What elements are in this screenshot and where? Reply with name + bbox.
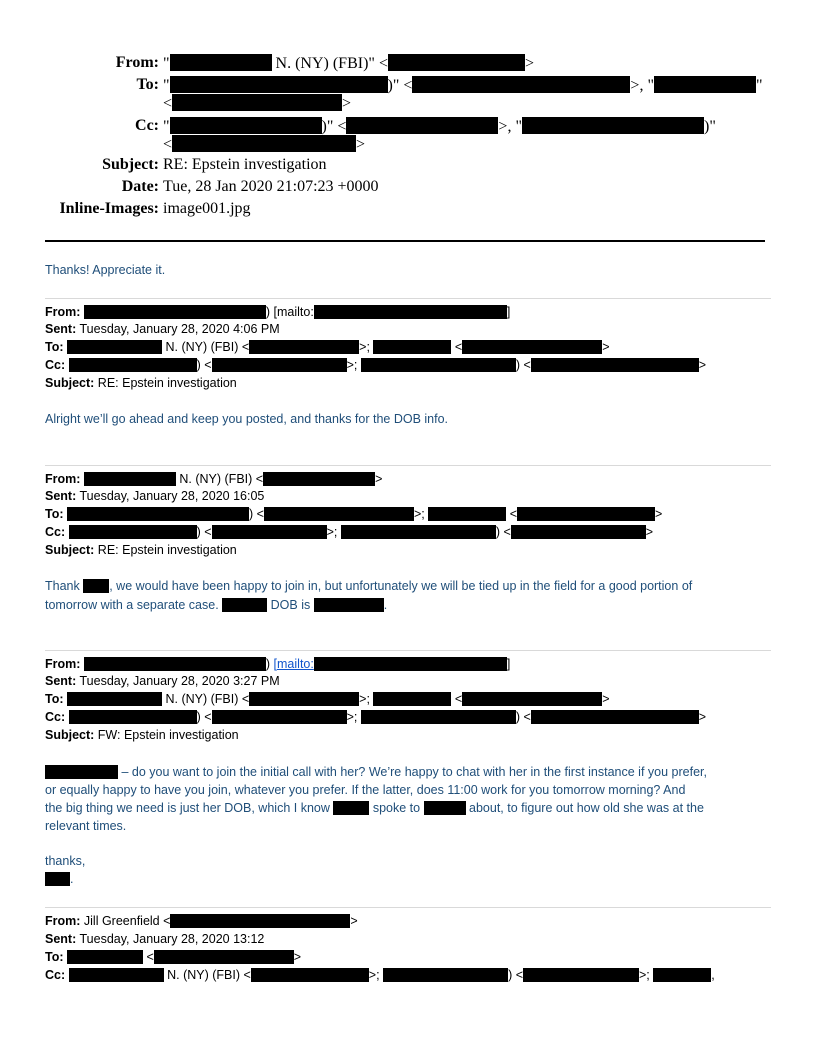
redaction [361,710,516,724]
redaction [249,340,359,354]
redaction [84,305,266,319]
redaction [383,968,508,982]
m4-cc-line: Cc: N. (NY) (FBI) < >; ) < >; , [45,968,715,982]
redaction [531,710,699,724]
redaction [462,340,602,354]
m2-cc-line: Cc: ) < >; ) < > [45,525,654,539]
redaction [346,117,498,134]
m3-cc-line: Cc: ) < >; ) < > [45,710,707,724]
m1-sent-line: Sent: Tuesday, January 28, 2020 4:06 PM [45,322,280,336]
m3-signoff: thanks, [45,854,86,868]
m2-to-line: To: ) < >; < > [45,507,663,521]
m3-body-line-4: relevant times. [45,819,127,833]
redaction [45,872,70,886]
from-value: " N. (NY) (FBI)" < > [163,55,534,72]
inline-images-value: image001.jpg [163,200,251,217]
m3-signature: . [45,870,73,888]
redaction [170,117,322,134]
m1-to-line: To: N. (NY) (FBI) < >; < > [45,340,610,354]
redaction [67,507,249,521]
redaction [314,598,384,612]
redaction [428,507,506,521]
redaction [212,358,347,372]
redaction [251,968,369,982]
m2-body-line-1: Thank , we would have been happy to join in, but unfortunately we will be tied up in the field for a good portion of [45,579,693,593]
to-value: " )" < >, " " [163,77,763,94]
redaction [67,950,143,964]
m2-from-line: From: N. (NY) (FBI) < > [45,472,383,486]
m2-body-line-2: tomorrow with a separate case. DOB is . [45,598,388,612]
redaction [511,525,646,539]
m1-cc-line: Cc: ) < >; ) < > [45,358,707,372]
cc-value: " )" < >, " )" [163,118,716,135]
to-label: To: [136,76,159,93]
m3-to-line: To: N. (NY) (FBI) < >; < > [45,692,610,706]
redaction [69,968,164,982]
m4-to-line: To: < > [45,950,302,964]
redaction [249,692,359,706]
redaction [170,76,388,93]
m2-subject-line: Subject: RE: Epstein investigation [45,543,237,557]
redaction [67,340,162,354]
redaction [69,358,197,372]
redaction [522,117,704,134]
redaction [424,801,466,815]
message-separator [45,298,771,299]
redaction [341,525,496,539]
redaction [172,135,356,152]
redaction [264,507,414,521]
redaction [170,914,350,928]
redaction [523,968,639,982]
redaction [314,305,507,319]
m3-sent-line: Sent: Tuesday, January 28, 2020 3:27 PM [45,674,280,688]
redaction [84,472,176,486]
redaction [654,76,756,93]
redaction [531,358,699,372]
redaction [517,507,655,521]
m4-sent-line: Sent: Tuesday, January 28, 2020 13:12 [45,932,265,946]
m1-subject-line: Subject: RE: Epstein investigation [45,376,237,390]
redaction [83,579,109,593]
message-separator [45,650,771,651]
to-value-cont: < > [163,95,352,112]
redaction [172,94,342,111]
redaction [212,710,347,724]
subject-label: Subject: [102,156,159,173]
m1-from-line: From: ) [mailto: ] [45,305,511,319]
redaction [263,472,375,486]
redaction [69,710,197,724]
m3-from-line: From: ) [mailto: ] [45,657,511,671]
redaction [462,692,602,706]
message-separator [45,907,771,908]
subject-value: RE: Epstein investigation [163,156,327,173]
redaction [170,54,272,71]
m2-sent-line: Sent: Tuesday, January 28, 2020 16:05 [45,489,265,503]
m4-from-line: From: Jill Greenfield < > [45,914,358,928]
redaction [45,765,118,779]
redaction [67,692,162,706]
redaction [69,525,197,539]
redaction [653,968,711,982]
redaction [412,76,630,93]
redaction [388,54,525,71]
redaction [373,692,451,706]
reply-body: Thanks! Appreciate it. [45,263,166,277]
mailto-link[interactable]: [mailto: [273,657,314,671]
m3-body-line-2: or equally happy to have you join, whatever you prefer. If the latter, does 11:00 work for you tomorrow morning? And [45,783,686,797]
redaction [361,358,516,372]
message-separator [45,465,771,466]
m1-body: Alright we’ll go ahead and keep you posted, and thanks for the DOB info. [45,412,449,426]
redaction [84,657,266,671]
date-label: Date: [121,178,159,195]
m3-body-line-1: – do you want to join the initial call with her? We’re happy to chat with her in the first instance if you prefer, [45,763,707,781]
cc-label: Cc: [135,117,159,134]
redaction [222,598,267,612]
redaction [373,340,451,354]
from-label: From: [115,54,159,71]
redaction [212,525,327,539]
m3-subject-line: Subject: FW: Epstein investigation [45,728,239,742]
inline-images-label: Inline-Images: [59,200,159,217]
date-value: Tue, 28 Jan 2020 21:07:23 +0000 [163,178,379,195]
m3-body-line-3: the big thing we need is just her DOB, which I know spoke to about, to figure out how old she was at the [45,801,704,815]
redaction [314,657,507,671]
header-divider [45,240,765,242]
redaction [154,950,294,964]
redaction [333,801,369,815]
cc-value-cont: < > [163,136,366,153]
